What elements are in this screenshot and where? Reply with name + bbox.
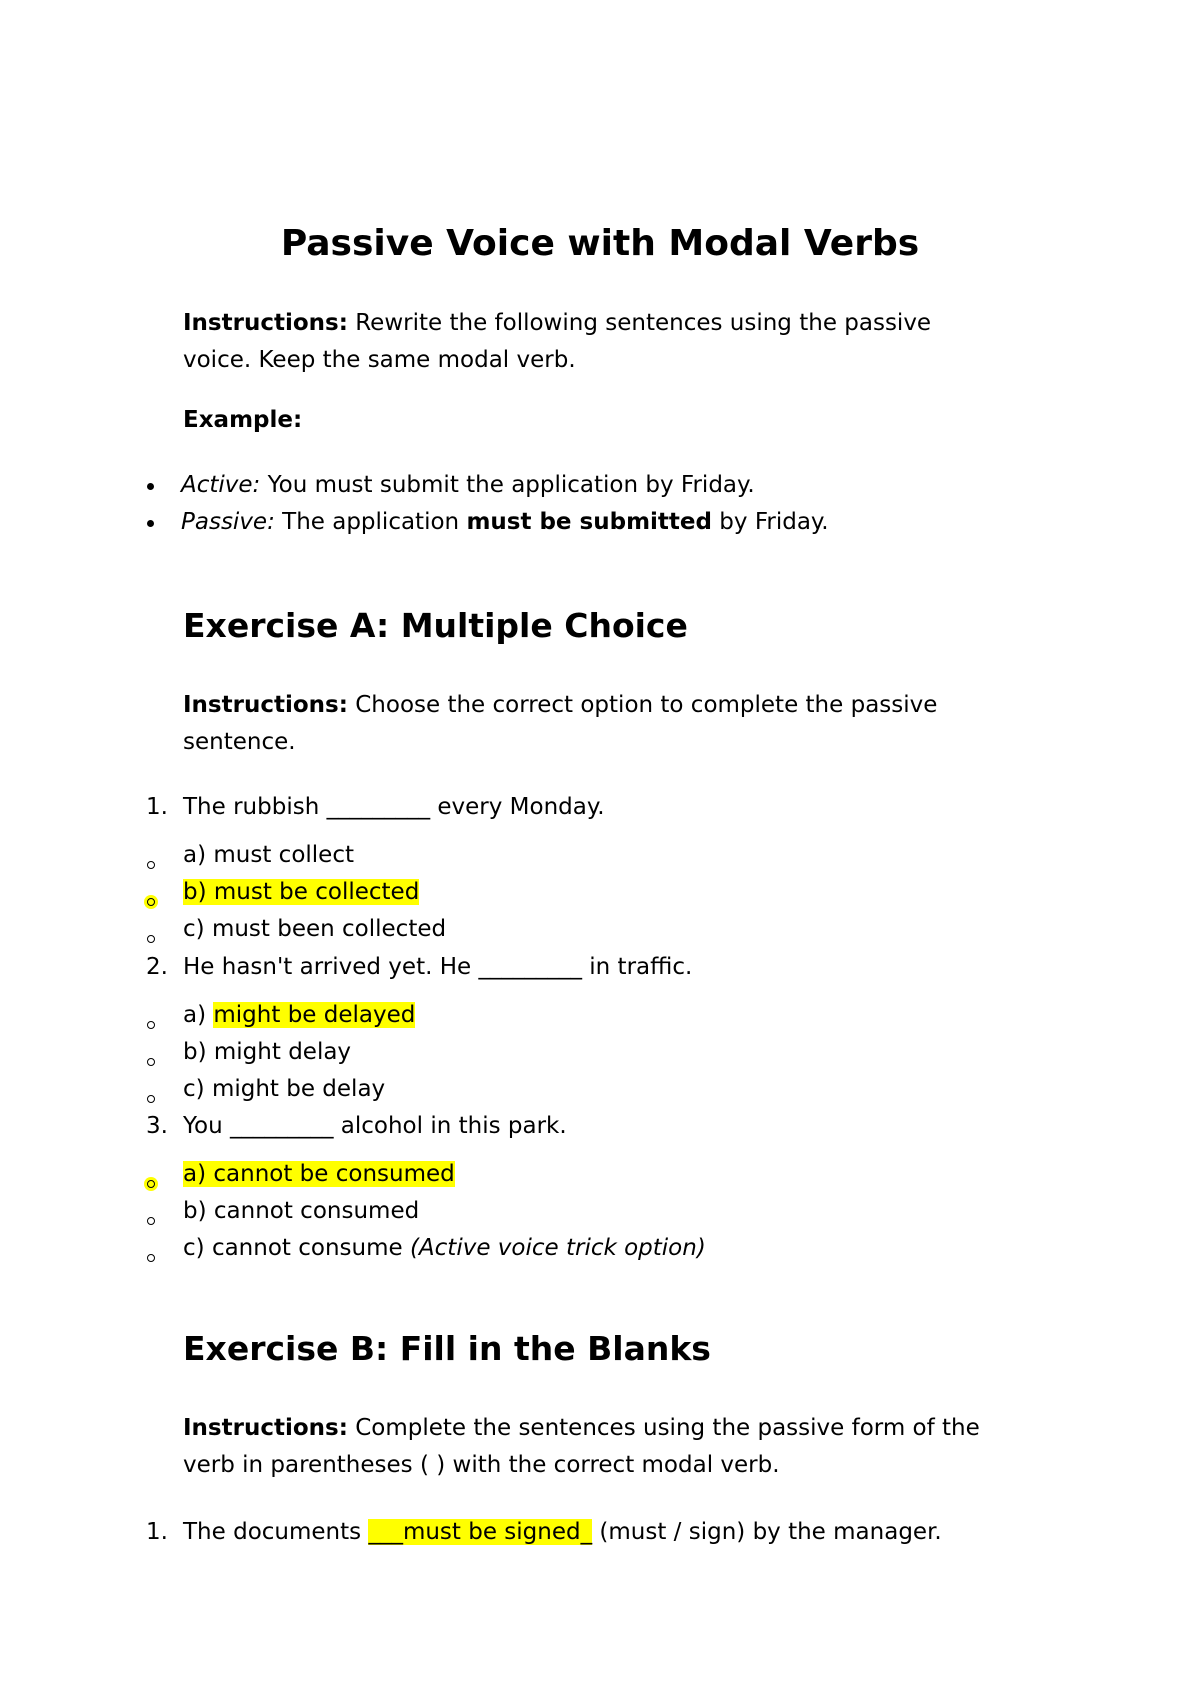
exercise-a-instructions: Instructions: Choose the correct option to complete the passive sentence. xyxy=(183,692,938,755)
circle-bullet-icon xyxy=(147,1021,155,1029)
circle-bullet-icon xyxy=(147,935,155,943)
intro-instructions-text: Rewrite the following sentences using the passive voice. Keep the same modal verb. xyxy=(183,310,932,373)
option: c) cannot consume (Active voice trick option) xyxy=(183,1235,706,1261)
answer-highlight: ___must be signed_ xyxy=(368,1519,593,1545)
option-correct: b) must be collected xyxy=(183,879,420,905)
exercise-b-instructions: Instructions: Complete the sentences using the passive form of the verb in parentheses ( ) with the correct modal verb. xyxy=(183,1415,980,1478)
intro-instructions xyxy=(183,305,1003,379)
question-number: 1. xyxy=(146,794,168,820)
item-number: 1. xyxy=(146,1519,168,1545)
example-passive: Passive: The application must be submitted by Friday. xyxy=(181,509,829,535)
question-number: 2. xyxy=(146,954,168,980)
option: a) must collect xyxy=(183,842,354,868)
circle-bullet-icon xyxy=(147,861,155,869)
exercise-a-heading: Exercise A: Multiple Choice xyxy=(183,606,688,645)
option: c) must been collected xyxy=(183,916,447,942)
circle-bullet-icon xyxy=(147,1058,155,1066)
example-active-label: Active: xyxy=(181,472,261,498)
circle-bullet-icon xyxy=(147,1095,155,1103)
fill-blank-item: The documents ___must be signed_ (must / sign) by the manager. xyxy=(183,1519,942,1545)
circle-bullet-icon xyxy=(147,1180,155,1188)
option-correct: a) might be delayed xyxy=(183,1002,416,1028)
option-note: (Active voice trick option) xyxy=(409,1235,706,1261)
option: b) cannot consumed xyxy=(183,1198,420,1224)
circle-bullet-icon xyxy=(147,898,155,906)
example-active-text: You must submit the application by Friday. xyxy=(260,472,755,498)
example-passive-label: Passive: xyxy=(181,509,275,535)
question-number: 3. xyxy=(146,1113,168,1139)
circle-bullet-icon xyxy=(147,1254,155,1262)
exercise-b-heading: Exercise B: Fill in the Blanks xyxy=(183,1329,711,1368)
page-title: Passive Voice with Modal Verbs xyxy=(280,223,920,264)
option: b) might delay xyxy=(183,1039,352,1065)
option-correct: a) cannot be consumed xyxy=(183,1161,455,1187)
question-text: The rubbish _________ every Monday. xyxy=(183,794,605,820)
example-passive-bold: must be submitted xyxy=(466,509,712,535)
bullet-icon xyxy=(147,520,154,527)
example-label: Example: xyxy=(183,407,303,433)
circle-bullet-icon xyxy=(147,1217,155,1225)
question-text: He hasn't arrived yet. He _________ in traffic. xyxy=(183,954,693,980)
question-text: You _________ alcohol in this park. xyxy=(183,1113,567,1139)
example-active xyxy=(181,470,755,500)
option: c) might be delay xyxy=(183,1076,386,1102)
intro-instructions-label: Instructions: xyxy=(183,310,348,336)
bullet-icon xyxy=(147,483,154,490)
